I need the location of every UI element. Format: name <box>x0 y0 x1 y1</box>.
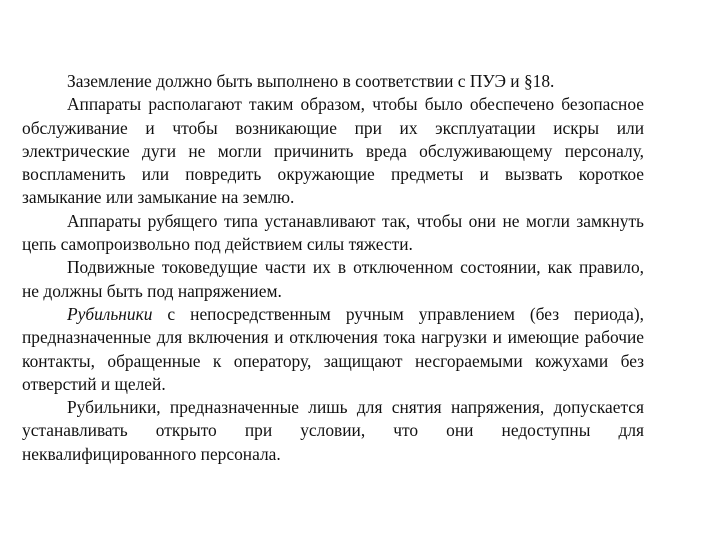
paragraph-text: Аппараты рубящего типа устанавливают так, чтобы они не могли замкнуть цепь самопроизвольно под действием силы тяжести. <box>22 210 644 255</box>
paragraph-text: Заземление должно быть выполнено в соответствии с ПУЭ и §18. <box>67 71 555 91</box>
paragraph-open-installation <box>22 396 644 466</box>
italic-term: Рубильники <box>67 303 153 324</box>
paragraph-manual-switches <box>22 303 644 396</box>
document-body <box>22 70 644 466</box>
paragraph-text: Рубильники, предназначенные лишь для снятия напряжения, допускается устанавливать открыто при условии, что они недоступны для неквалифицированного персонала. <box>22 397 644 464</box>
paragraph-grounding <box>22 70 644 93</box>
paragraph-text: Аппараты располагают таким образом, чтобы было обеспечено безопасное обслуживание и чтобы возникающие при их эксплуатации искры или электрические дуги не могли причинить вреда обслуживающему персоналу, воспламенить или повредить окружающие предметы и вызвать короткое замыкание или замыкание на землю. <box>22 94 644 208</box>
paragraph-apparatus-placement <box>22 93 644 209</box>
paragraph-text: Подвижные токоведущие части их в отключенном состоянии, как правило, не должны быть под напряжением. <box>22 257 644 301</box>
paragraph-moving-parts <box>22 256 644 303</box>
paragraph-text: с непосредственным ручным управлением (без периода), предназначенные для включения и отключения тока нагрузки и имеющие рабочие контакты, обращенные к оператору, защищают несгораемыми кожухами без отверстий и щелей. <box>22 303 644 394</box>
paragraph-knife-switches <box>22 210 644 257</box>
